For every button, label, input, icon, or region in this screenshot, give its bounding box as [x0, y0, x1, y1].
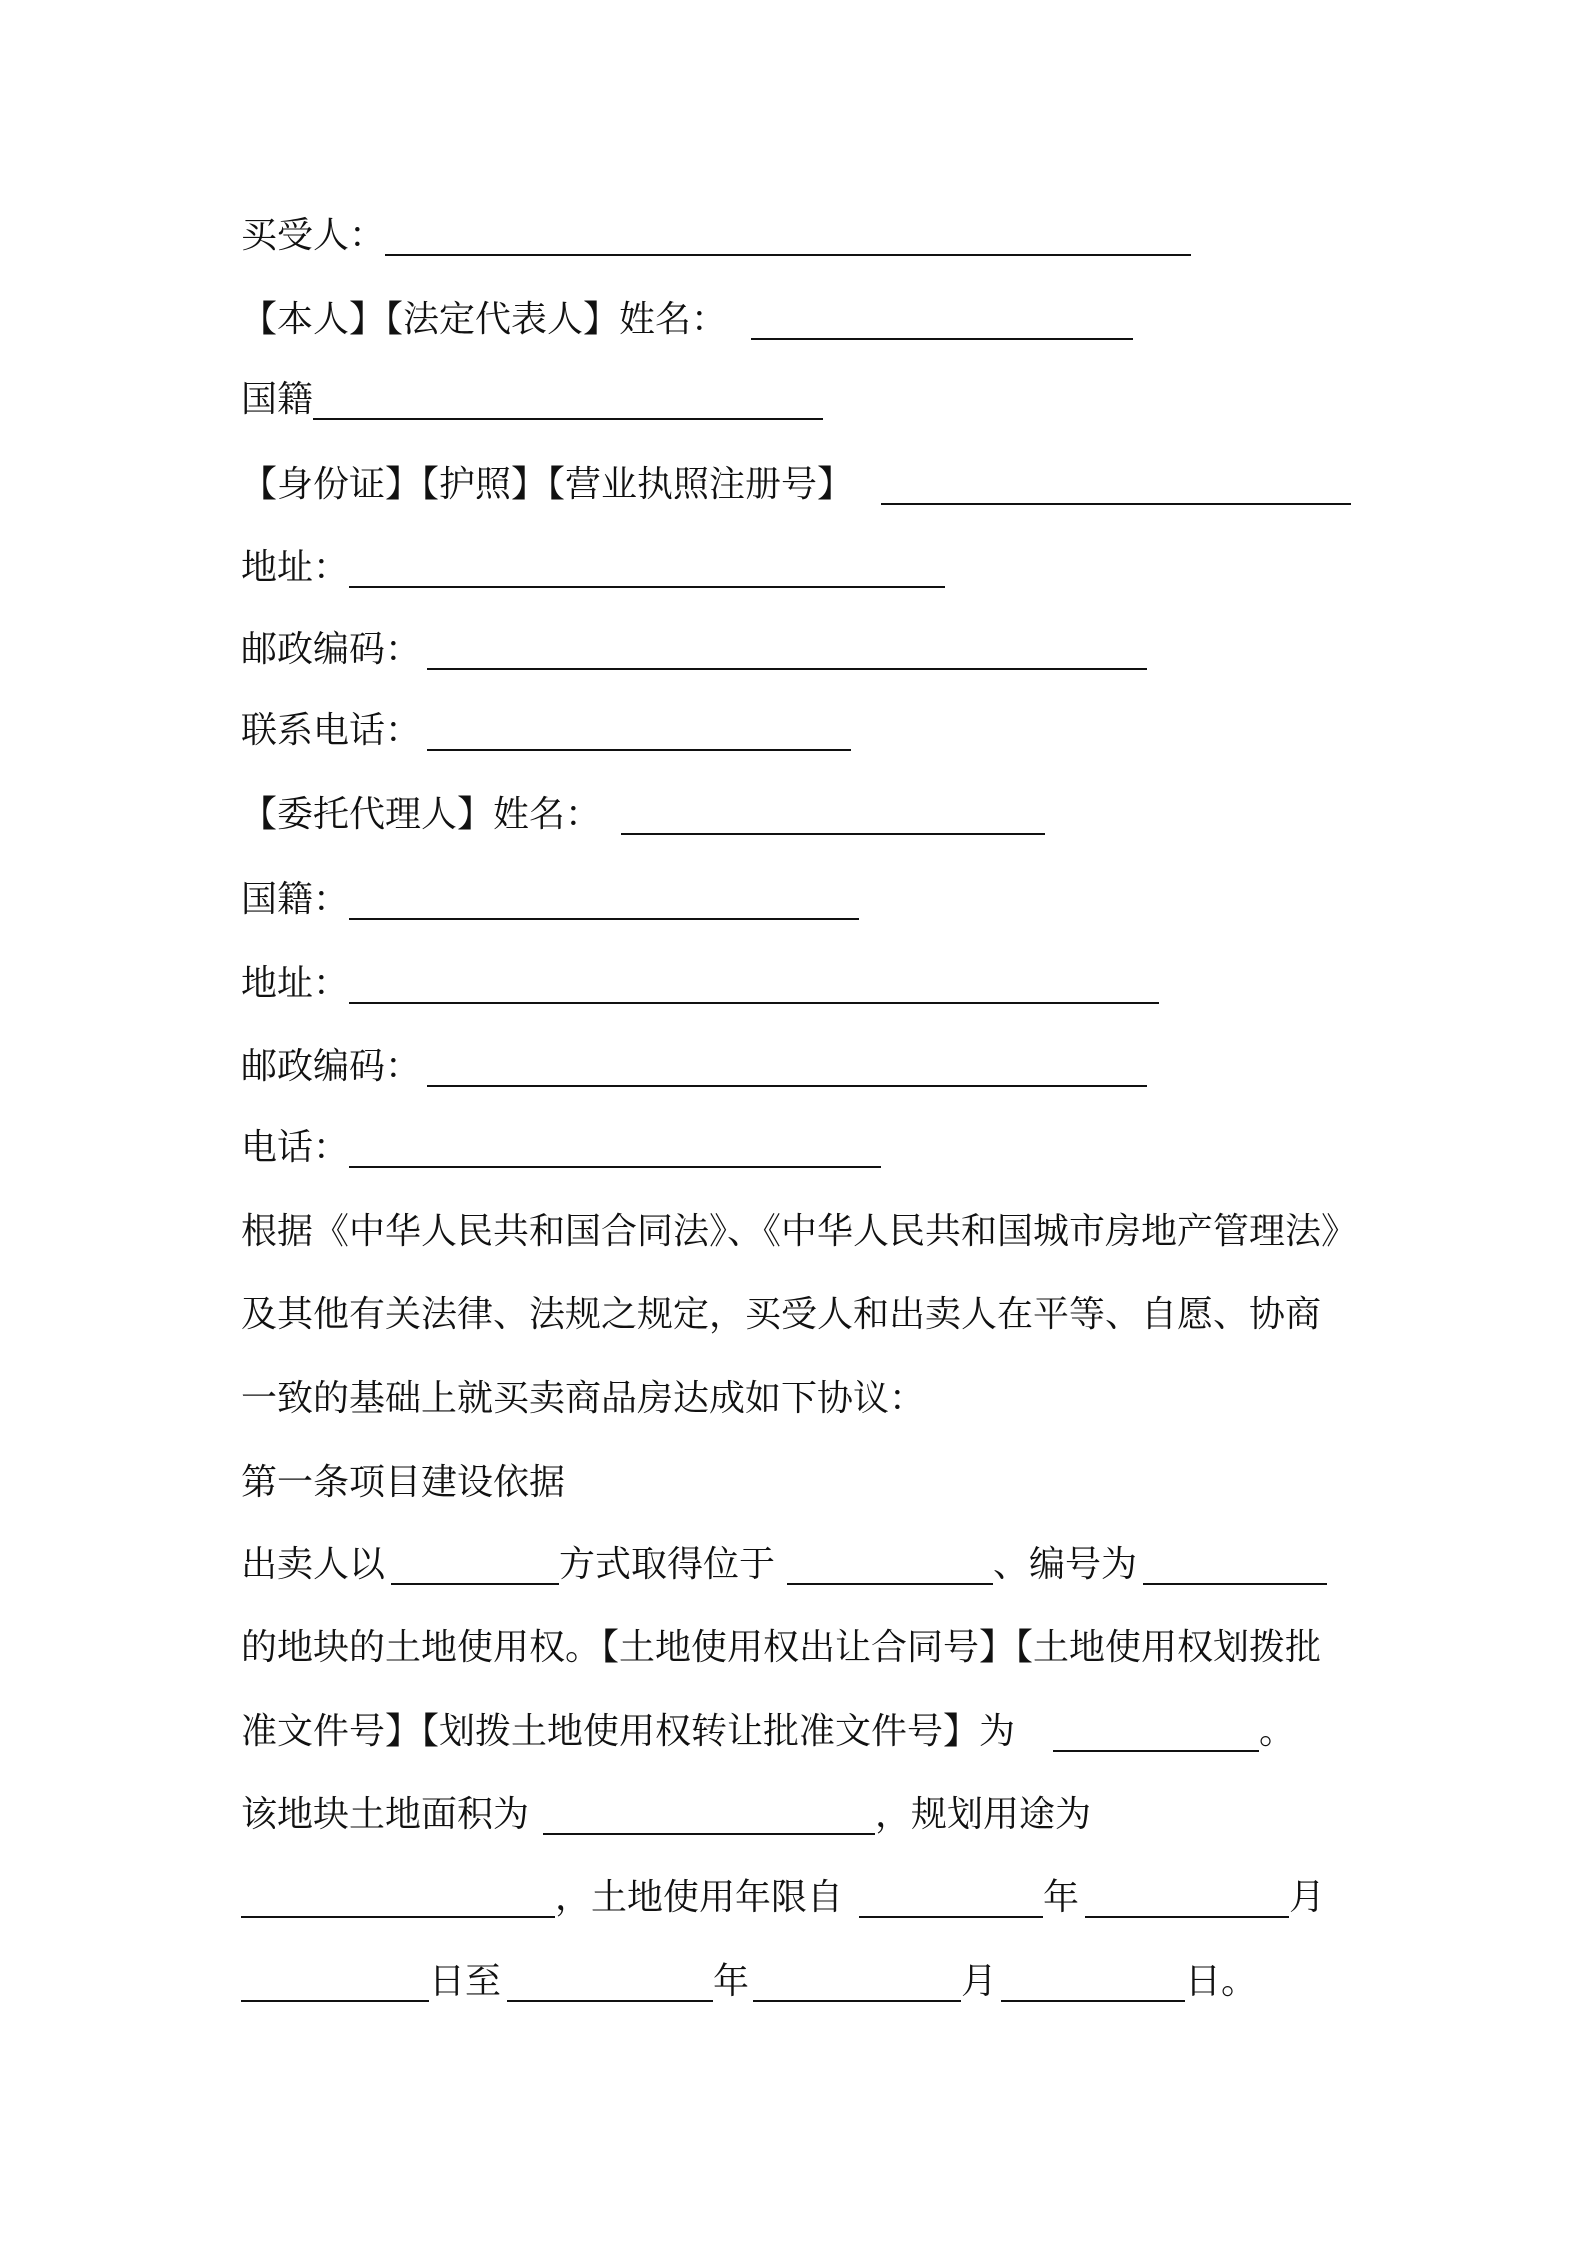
parcel-number-blank[interactable] [1143, 1547, 1327, 1585]
buyer-postcode-blank[interactable] [427, 632, 1147, 670]
term-to-month-blank[interactable] [753, 1964, 961, 2002]
representative-name-line [241, 296, 1133, 344]
buyer-address-label: 地址： [241, 547, 350, 588]
preamble-line-1: 根据《中华人民共和国合同法》、《中华人民共和国城市房地产管理法》 [241, 1211, 1358, 1252]
article-1-line-1 [241, 1541, 1327, 1589]
agent-name-line [241, 791, 1045, 839]
land-area-blank[interactable] [543, 1797, 875, 1835]
acquisition-method-label: 出卖人以 [241, 1544, 386, 1585]
agent-address-blank[interactable] [349, 966, 1159, 1004]
article-1-line-3 [241, 1708, 1295, 1756]
id-number-line [241, 461, 1351, 509]
preamble-line-3: 一致的基础上就买卖商品房达成如下协议： [241, 1378, 926, 1419]
term-from-month-label: 月 [1289, 1877, 1326, 1918]
planned-use-label: ，规划用途为 [875, 1794, 1092, 1835]
term-to-day-blank[interactable] [1001, 1964, 1185, 2002]
agent-postcode-label: 邮政编码： [241, 1046, 422, 1087]
term-from-year-label: 年 [1043, 1877, 1080, 1918]
buyer-label: 买受人： [241, 215, 386, 256]
agent-nationality-blank[interactable] [349, 882, 859, 920]
approval-document-period: 。 [1259, 1711, 1296, 1752]
term-from-label: ，土地使用年限自 [555, 1877, 844, 1918]
agent-postcode-line [241, 1043, 1147, 1091]
agent-address-label: 地址： [241, 963, 350, 1004]
location-label: 方式取得位于 [559, 1544, 776, 1585]
article-1-line-4 [241, 1791, 1091, 1839]
term-to-year-label: 年 [713, 1961, 750, 2002]
agent-nationality-label: 国籍： [241, 879, 350, 920]
representative-name-label: 【本人】【法定代表人】姓名： [241, 299, 728, 340]
agent-phone-line [241, 1124, 881, 1172]
buyer-blank[interactable] [385, 218, 1191, 256]
term-to-label: 日至 [429, 1961, 502, 2002]
nationality-label: 国籍 [241, 379, 314, 420]
acquisition-method-blank[interactable] [391, 1547, 559, 1585]
planned-use-blank[interactable] [241, 1880, 555, 1918]
buyer-postcode-line [241, 626, 1147, 674]
agent-phone-blank[interactable] [349, 1130, 881, 1168]
buyer-postcode-label: 邮政编码： [241, 629, 422, 670]
location-blank[interactable] [787, 1547, 993, 1585]
term-to-day-label: 日。 [1185, 1961, 1258, 2002]
article-1-line-2: 的地块的土地使用权。【土地使用权出让合同号】【土地使用权划拨批 [241, 1627, 1322, 1668]
buyer-address-line [241, 544, 945, 592]
land-area-label: 该地块土地面积为 [241, 1794, 530, 1835]
buyer-phone-line [241, 707, 851, 755]
agent-name-label: 【委托代理人】姓名： [241, 794, 602, 835]
buyer-phone-label: 联系电话： [241, 710, 422, 751]
id-number-label: 【身份证】【护照】【营业执照注册号】 [241, 464, 854, 505]
agent-nationality-line [241, 876, 859, 924]
agent-postcode-blank[interactable] [427, 1049, 1147, 1087]
buyer-phone-blank[interactable] [427, 713, 851, 751]
nationality-line [241, 376, 823, 424]
agent-name-blank[interactable] [621, 797, 1045, 835]
term-from-day-blank[interactable] [241, 1964, 429, 2002]
article-1-line-5 [241, 1874, 1325, 1922]
nationality-blank[interactable] [313, 382, 823, 420]
id-number-blank[interactable] [881, 467, 1351, 505]
article-1-line-6 [241, 1958, 1257, 2006]
preamble-line-2: 及其他有关法律、法规之规定，买受人和出卖人在平等、自愿、协商 [241, 1294, 1322, 1335]
buyer-address-blank[interactable] [349, 550, 945, 588]
parcel-number-label: 、编号为 [993, 1544, 1138, 1585]
approval-document-blank[interactable] [1053, 1714, 1259, 1752]
representative-name-blank[interactable] [751, 302, 1133, 340]
agent-address-line [241, 960, 1159, 1008]
term-to-month-label: 月 [961, 1961, 998, 2002]
term-to-year-blank[interactable] [507, 1964, 713, 2002]
agent-phone-label: 电话： [241, 1127, 350, 1168]
article-1-heading: 第一条项目建设依据 [241, 1462, 566, 1503]
approval-document-label: 准文件号】【划拨土地使用权转让批准文件号】为 [241, 1711, 1016, 1752]
term-from-month-blank[interactable] [1085, 1880, 1289, 1918]
buyer-line [241, 212, 1191, 260]
term-from-year-blank[interactable] [859, 1880, 1043, 1918]
